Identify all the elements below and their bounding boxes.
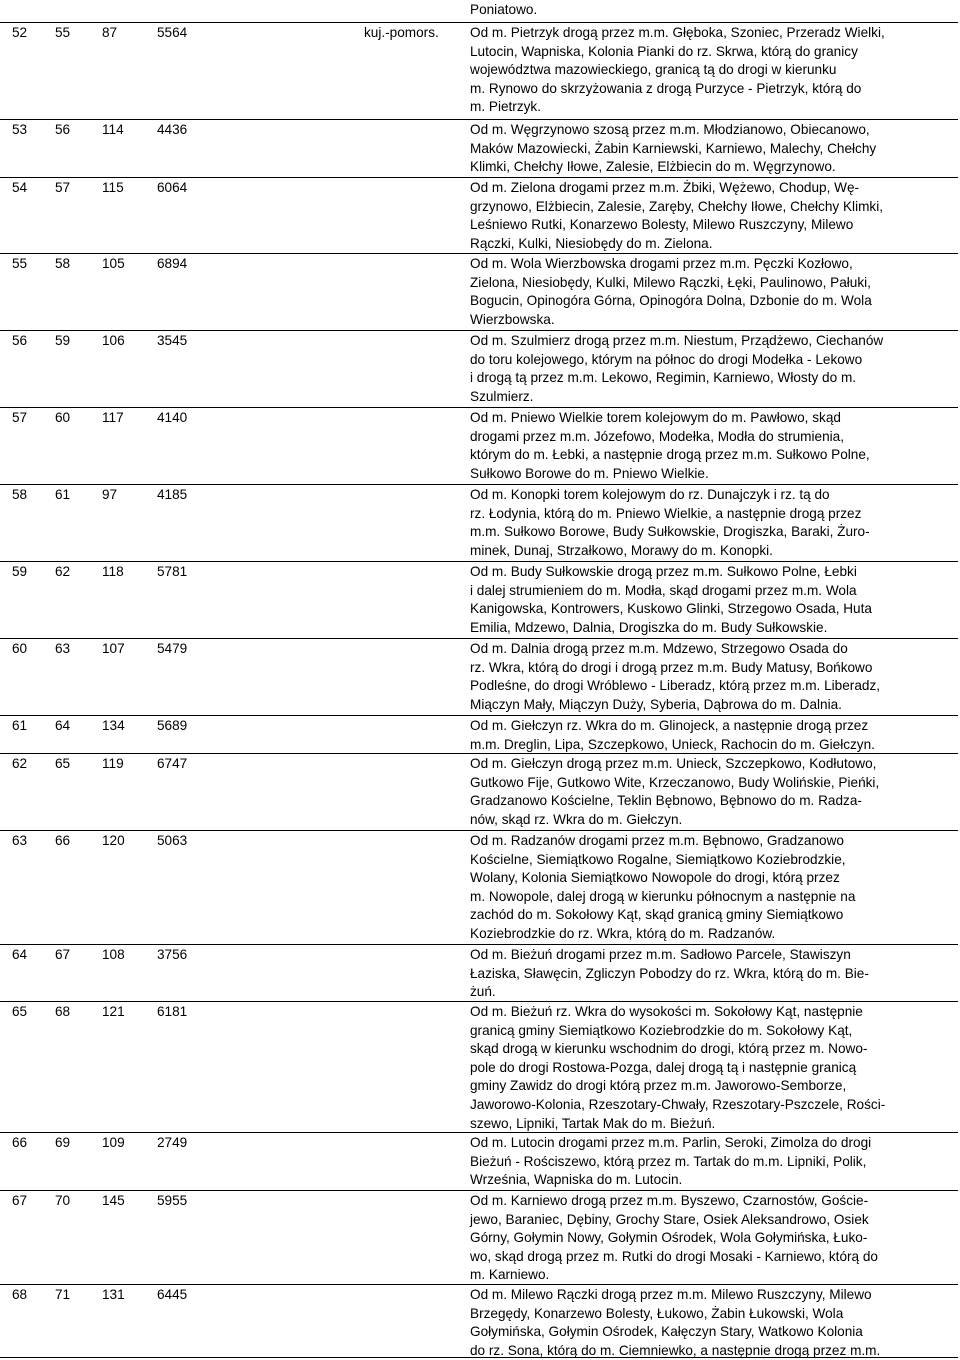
row-number: 59 <box>12 564 28 579</box>
route-description: Od m. Bieżuń drogami przez m.m. Sadłowo Parcele, Stawiszyn Łaziska, Sławęcin, Zgliczyn Pobodzy do rz. Wkra, którą do m. Bie- żuń. <box>470 947 869 1000</box>
table-row <box>0 1190 958 1285</box>
area-value: 6445 <box>157 1287 188 1302</box>
district-number: 71 <box>55 1287 71 1302</box>
length-value: 107 <box>102 641 125 656</box>
length-value: 134 <box>102 718 125 733</box>
route-description: Od m. Giełczyn drogą przez m.m. Unieck, Szczepkowo, Kodłutowo, Gutkowo Fije, Gutkowo Wite, Krzeczanowo, Budy Wolińskie, Pieńki, Gradzanowo Kościelne, Teklin Bębnowo, Bębnowo do m. Radza- nów, skąd rz. Wkra do m. Giełczyn. <box>470 756 880 827</box>
area-value: 5955 <box>157 1193 188 1208</box>
area-value: 6181 <box>157 1004 188 1019</box>
length-value: 106 <box>102 333 125 348</box>
district-number: 65 <box>55 756 71 771</box>
length-value: 131 <box>102 1287 125 1302</box>
area-value: 2749 <box>157 1135 188 1150</box>
table-row <box>0 253 958 331</box>
district-number: 60 <box>55 410 71 425</box>
route-description: Od m. Węgrzynowo szosą przez m.m. Młodzianowo, Obiecanowo, Maków Mazowiecki, Żabin Karniewski, Karniewo, Malechy, Chełchy Klimki, Chełchy Iłowe, Zalesie, Elżbiecin do m. Węgrzynowo. <box>470 122 877 175</box>
route-description: Poniatowo. <box>470 2 538 17</box>
row-number: 67 <box>12 1193 28 1208</box>
district-number: 62 <box>55 564 71 579</box>
table-row <box>0 1284 958 1358</box>
row-number: 64 <box>12 947 28 962</box>
route-description: Od m. Pietrzyk drogą przez m.m. Głęboka, Szoniec, Przeradz Wielki, Lutocin, Wapniska, Kolonia Pianki do rz. Skrwa, którą do granicy województwa mazowieckiego, granicą tą do drogi w kierunku m. Rynowo do skrzyżowania z drogą Purzyce - Pietrzyk, którą do m. Pietrzyk. <box>470 25 885 115</box>
length-value: 121 <box>102 1004 125 1019</box>
row-number: 58 <box>12 487 28 502</box>
district-number: 61 <box>55 487 71 502</box>
table-row <box>0 0 958 22</box>
district-number: 70 <box>55 1193 71 1208</box>
voivodeship-code: kuj.-pomors. <box>364 25 439 40</box>
row-number: 61 <box>12 718 28 733</box>
table-row <box>0 1001 958 1133</box>
area-value: 4140 <box>157 410 188 425</box>
district-number: 57 <box>55 180 71 195</box>
row-number: 53 <box>12 122 28 137</box>
table-row <box>0 177 958 254</box>
area-value: 3545 <box>157 333 188 348</box>
row-number: 52 <box>12 25 28 40</box>
district-number: 55 <box>55 25 71 40</box>
table-row <box>0 944 958 1002</box>
length-value: 108 <box>102 947 125 962</box>
table-row <box>0 561 958 639</box>
district-number: 59 <box>55 333 71 348</box>
area-value: 5479 <box>157 641 188 656</box>
route-description: Od m. Dalnia drogą przez m.m. Mdzewo, Strzegowo Osada do rz. Wkra, którą do drogi i drogą przez m.m. Budy Matusy, Bońkowo Podleśne, do drogi Wróblewo - Liberadz, którą przez m.m. Liberadz, Miączyn Mały, Miączyn Duży, Syberia, Dąbrowa do m. Dalnia. <box>470 641 881 712</box>
route-description: Od m. Lutocin drogami przez m.m. Parlin, Seroki, Zimolza do drogi Bieżuń - Rościszewo, którą przez m. Tartak do m.m. Lipniki, Polik, Września, Wapniska do m. Lutocin. <box>470 1135 872 1188</box>
route-description: Od m. Milewo Rączki drogą przez m.m. Milewo Ruszczyny, Milewo Brzegędy, Konarzewo Bolesty, Łukowo, Żabin Łukowski, Wola Gołymińska, Gołymin Ośrodek, Kałęczyn Stary, Watkowo Kolonia do rz. Sona, którą do m. Ciemniewko, a następnie drogą przez m.m. <box>470 1287 881 1358</box>
area-value: 5689 <box>157 718 188 733</box>
district-number: 69 <box>55 1135 71 1150</box>
row-number: 65 <box>12 1004 28 1019</box>
length-value: 120 <box>102 833 125 848</box>
area-value: 4436 <box>157 122 188 137</box>
district-number: 68 <box>55 1004 71 1019</box>
table-row <box>0 484 958 562</box>
row-number: 54 <box>12 180 28 195</box>
district-number: 58 <box>55 256 71 271</box>
district-number: 66 <box>55 833 71 848</box>
table-row <box>0 330 958 408</box>
route-description: Od m. Karniewo drogą przez m.m. Byszewo, Czarnostów, Goście- jewo, Baraniec, Dębiny, Grochy Stare, Osiek Aleksandrowo, Osiek Górny, Gołymin Nowy, Gołymin Ośrodek, Wola Gołymińska, Łuko- wo, skąd drogą przez m. Rutki do drogi Mosaki - Karniewo, którą do m. Karniewo. <box>470 1193 878 1283</box>
table-row <box>0 407 958 485</box>
route-description: Od m. Szulmierz drogą przez m.m. Niestum, Prządżewo, Ciechanów do toru kolejowego, którym na północ do drogi Modełka - Lekowo i drogą tą przez m.m. Lekowo, Regimin, Karniewo, Włosty do m. Szulmierz. <box>470 333 884 404</box>
row-number: 68 <box>12 1287 28 1302</box>
area-value: 5564 <box>157 25 188 40</box>
route-description: Od m. Bieżuń rz. Wkra do wysokości m. Sokołowy Kąt, następnie granicą gminy Siemiątkowo Koziebrodzkie do m. Sokołowy Kąt, skąd drogą w kierunku wschodnim do drogi, którą przez m. Nowo- pole do drogi Rostowa-Pozga, dalej drogą tą i następnie granicą gminy Zawidz do drogi którą przez m.m. Jaworowo-Semborze, Jaworowo-Kolonia, Rzeszotary-Chwały, Rzeszotary-Pszczele, Rości- szewo, Lipniki, Tartak Mak do m. Bieżuń. <box>470 1004 886 1131</box>
row-number: 60 <box>12 641 28 656</box>
row-number: 63 <box>12 833 28 848</box>
area-value: 6894 <box>157 256 188 271</box>
table-row <box>0 715 958 754</box>
route-description: Od m. Wola Wierzbowska drogami przez m.m. Pęczki Kozłowo, Zielona, Niesiobędy, Kulki, Milewo Rączki, Łęki, Paulinowo, Pałuki, Bogucin, Opinogóra Górna, Opinogóra Dolna, Dzbonie do m. Wola Wierzbowska. <box>470 256 872 327</box>
length-value: 87 <box>102 25 118 40</box>
table-row <box>0 753 958 831</box>
area-value: 4185 <box>157 487 188 502</box>
row-number: 62 <box>12 756 28 771</box>
area-value: 5781 <box>157 564 188 579</box>
length-value: 119 <box>102 756 124 771</box>
table-row <box>0 1132 958 1191</box>
area-value: 3756 <box>157 947 188 962</box>
length-value: 109 <box>102 1135 125 1150</box>
row-number: 55 <box>12 256 28 271</box>
route-description: Od m. Zielona drogami przez m.m. Żbiki, Wężewo, Chodup, Wę- grzynowo, Elżbiecin, Zalesie, Zaręby, Chełchy Iłowe, Chełchy Klimki, Leśniewo Rutki, Konarzewo Bolesty, Milewo Ruszczyny, Milewo Rączki, Kulki, Niesiobędy do m. Zielona. <box>470 180 884 251</box>
route-description: Od m. Konopki torem kolejowym do rz. Dunajczyk i rz. tą do rz. Łodynia, którą do m. Pniewo Wielkie, a następnie drogą przez m.m. Sułkowo Borowe, Budy Sułkowskie, Drogiszka, Baraki, Żuro- minek, Dunaj, Strzałkowo, Morawy do m. Konopki. <box>470 487 870 558</box>
length-value: 118 <box>102 564 124 579</box>
area-value: 5063 <box>157 833 188 848</box>
length-value: 114 <box>102 122 124 137</box>
route-description: Od m. Giełczyn rz. Wkra do m. Glinojeck, a następnie drogą przez m.m. Dreglin, Lipa, Szczepkowo, Unieck, Rachocin do m. Giełczyn. <box>470 718 875 752</box>
table-row <box>0 22 958 120</box>
table-row <box>0 119 958 178</box>
length-value: 117 <box>102 410 124 425</box>
length-value: 97 <box>102 487 118 502</box>
district-number: 56 <box>55 122 71 137</box>
district-number: 64 <box>55 718 71 733</box>
route-description: Od m. Pniewo Wielkie torem kolejowym do m. Pawłowo, skąd drogami przez m.m. Józefowo, Modełka, Modła do strumienia, którym do m. Łebki, a następnie drogą przez m.m. Sułkowo Polne, Sułkowo Borowe do m. Pniewo Wielkie. <box>470 410 870 481</box>
area-value: 6064 <box>157 180 188 195</box>
route-description: Od m. Radzanów drogami przez m.m. Bębnowo, Gradzanowo Kościelne, Siemiątkowo Rogalne, Siemiątkowo Koziebrodzkie, Wolany, Kolonia Siemiątkowo Nowopole do drogi, którą przez m. Nowopole, dalej drogą w kierunku północnym a następnie na zachód do m. Sokołowy Kąt, skąd granicą gminy Siemiątkowo Koziebrodzkie do rz. Wkra, którą do m. Radzanów. <box>470 833 856 941</box>
row-number: 57 <box>12 410 28 425</box>
table-row <box>0 830 958 945</box>
route-description: Od m. Budy Sułkowskie drogą przez m.m. Sułkowo Polne, Łebki i dalej strumieniem do m. Modła, skąd drogami przez m.m. Wola Kanigowska, Kontrowers, Kuskowo Glinki, Strzegowo Osada, Huta Emilia, Mdzewo, Dalnia, Drogiszka do m. Budy Sułkowskie. <box>470 564 872 635</box>
area-value: 6747 <box>157 756 188 771</box>
row-number: 56 <box>12 333 28 348</box>
row-number: 66 <box>12 1135 28 1150</box>
district-number: 67 <box>55 947 71 962</box>
table-row <box>0 638 958 716</box>
length-value: 105 <box>102 256 125 271</box>
length-value: 115 <box>102 180 124 195</box>
length-value: 145 <box>102 1193 125 1208</box>
district-number: 63 <box>55 641 71 656</box>
